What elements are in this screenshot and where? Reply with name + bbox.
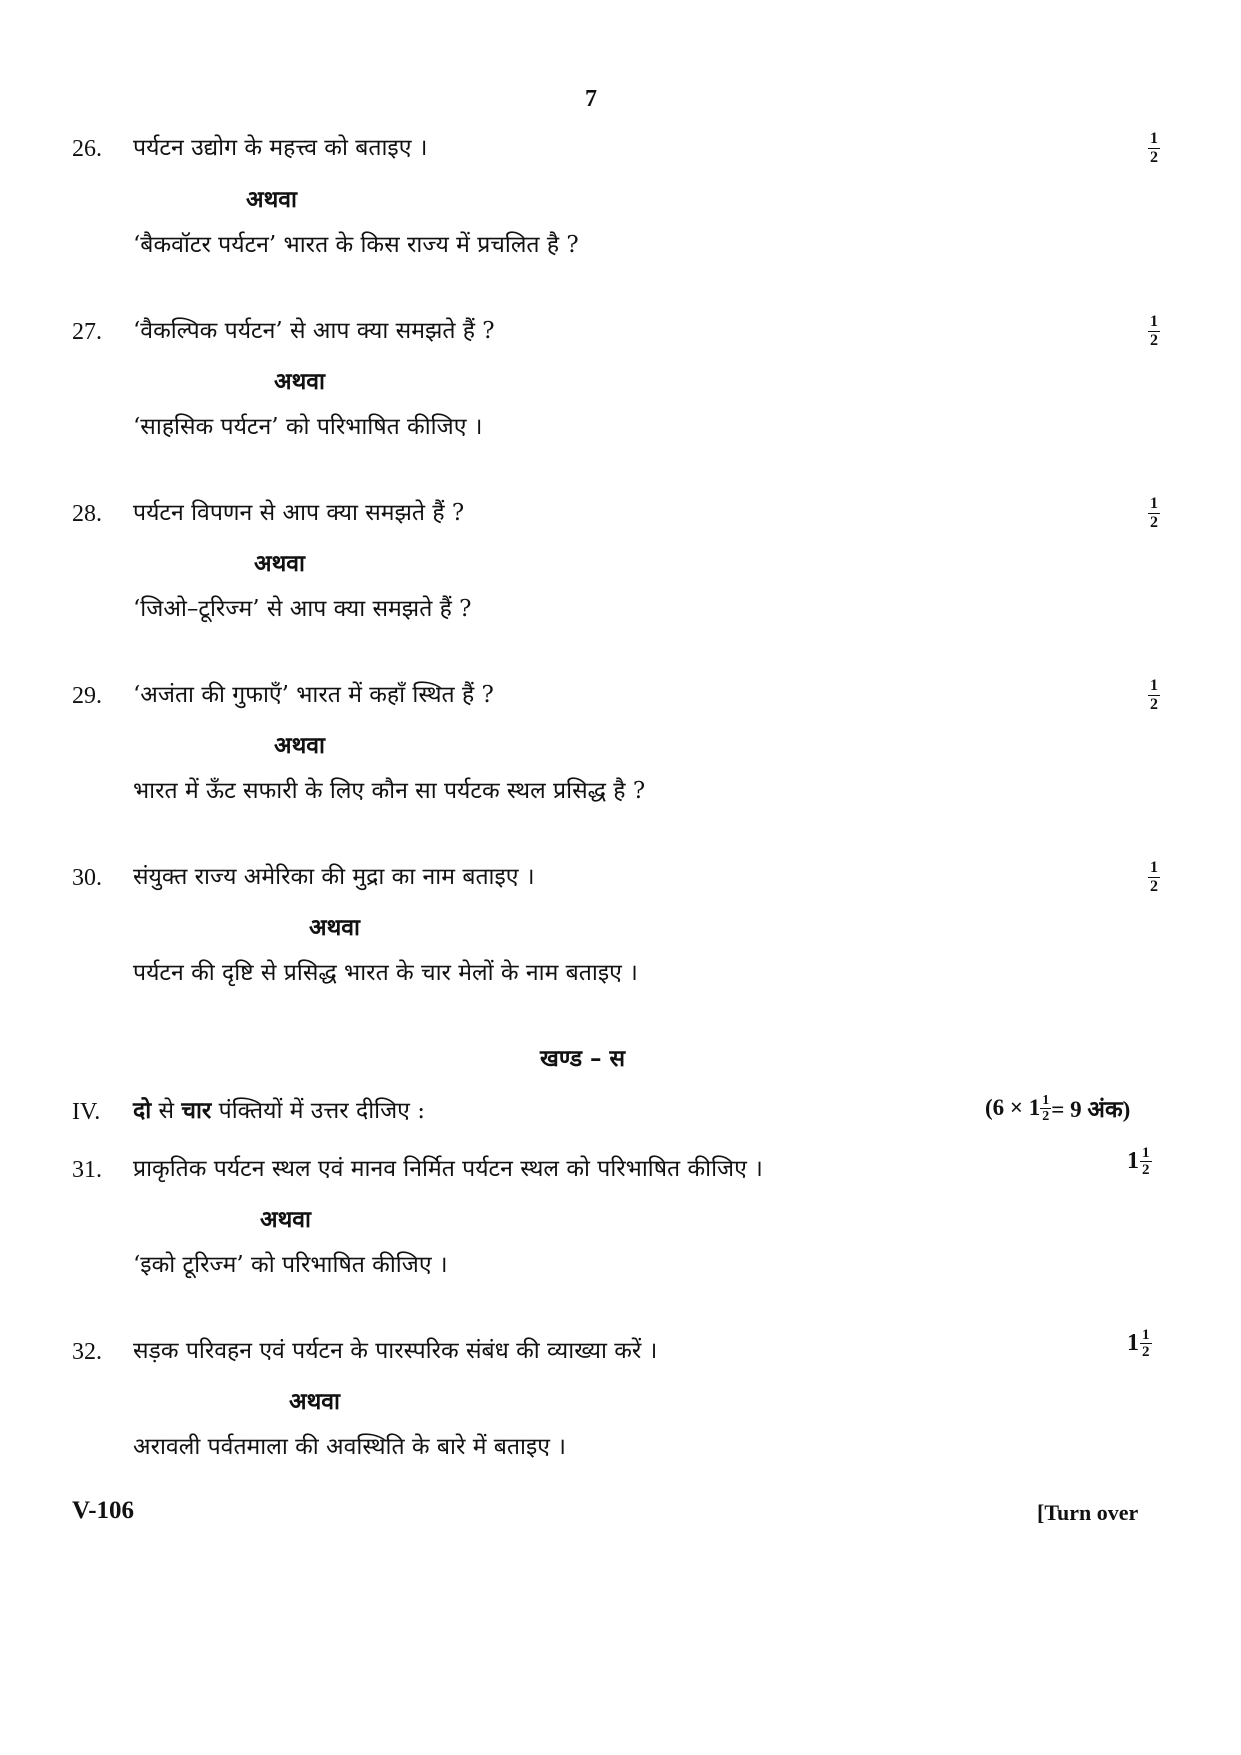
or-label: अथवा bbox=[246, 186, 298, 213]
or-label: अथवा bbox=[289, 1388, 341, 1415]
paper-code: V-106 bbox=[72, 1497, 135, 1524]
question-marks: $\frac{1}{2}$ bbox=[1150, 677, 1158, 713]
question-number: 26. bbox=[72, 136, 102, 162]
question-number: 30. bbox=[72, 865, 102, 891]
question-marks: $\frac{1}{2}$ bbox=[1150, 130, 1158, 166]
alternate-question-text: पर्यटन की दृष्टि से प्रसिद्ध भारत के चार मेलों के नाम बताइए । bbox=[133, 960, 638, 986]
question-number: 31. bbox=[72, 1157, 102, 1183]
page-number: 7 bbox=[585, 86, 597, 112]
or-label: अथवा bbox=[274, 368, 326, 395]
section-instruction: दो से चार पंक्तियों में उत्तर दीजिए : bbox=[133, 1097, 425, 1124]
or-label: अथवा bbox=[260, 1206, 312, 1233]
section-marks-formula: (6 × 1 $\frac{1}{2}$ = 9 अंक) bbox=[985, 1092, 1131, 1124]
question-number: 32. bbox=[72, 1339, 102, 1365]
question-text: पर्यटन विपणन से आप क्या समझते हैं ? bbox=[133, 500, 465, 526]
or-label: अथवा bbox=[274, 732, 326, 759]
section-roman-number: IV. bbox=[72, 1099, 101, 1125]
question-marks: $\frac{1}{2}$ bbox=[1150, 859, 1158, 895]
question-marks: 1 $\frac{1}{2}$ bbox=[1127, 1327, 1150, 1360]
question-text: संयुक्त राज्य अमेरिका की मुद्रा का नाम बताइए । bbox=[133, 864, 535, 890]
question-text: प्राकृतिक पर्यटन स्थल एवं मानव निर्मित पर्यटन स्थल को परिभाषित कीजिए । bbox=[133, 1156, 763, 1182]
section-title: खण्ड – स bbox=[540, 1045, 626, 1072]
or-label: अथवा bbox=[309, 914, 361, 941]
question-number: 27. bbox=[72, 319, 102, 345]
question-marks: $\frac{1}{2}$ bbox=[1150, 313, 1158, 349]
question-marks: $\frac{1}{2}$ bbox=[1150, 495, 1158, 531]
question-marks: 1 $\frac{1}{2}$ bbox=[1127, 1145, 1150, 1178]
alternate-question-text: ‘इको टूरिज्म’ को परिभाषित कीजिए । bbox=[133, 1252, 448, 1278]
alternate-question-text: भारत में ऊँट सफारी के लिए कौन सा पर्यटक स्थल प्रसिद्ध है ? bbox=[133, 778, 646, 804]
question-number: 29. bbox=[72, 683, 102, 709]
turn-over-note: [Turn over bbox=[1037, 1500, 1139, 1525]
question-text: ‘वैकल्पिक पर्यटन’ से आप क्या समझते हैं ? bbox=[133, 318, 495, 344]
alternate-question-text: अरावली पर्वतमाला की अवस्थिति के बारे में बताइए । bbox=[133, 1434, 567, 1460]
question-text: पर्यटन उद्योग के महत्त्व को बताइए । bbox=[133, 135, 428, 161]
or-label: अथवा bbox=[254, 550, 306, 577]
alternate-question-text: ‘बैकवॉटर पर्यटन’ भारत के किस राज्य में प्रचलित है ? bbox=[133, 232, 579, 258]
alternate-question-text: ‘साहसिक पर्यटन’ को परिभाषित कीजिए । bbox=[133, 414, 483, 440]
alternate-question-text: ‘जिओ–टूरिज्म’ से आप क्या समझते हैं ? bbox=[133, 596, 472, 622]
question-text: ‘अजंता की गुफाएँ’ भारत में कहाँ स्थित हैं ? bbox=[133, 682, 494, 708]
question-text: सड़क परिवहन एवं पर्यटन के पारस्परिक संबंध की व्याख्या करें । bbox=[133, 1338, 658, 1364]
question-number: 28. bbox=[72, 501, 102, 527]
